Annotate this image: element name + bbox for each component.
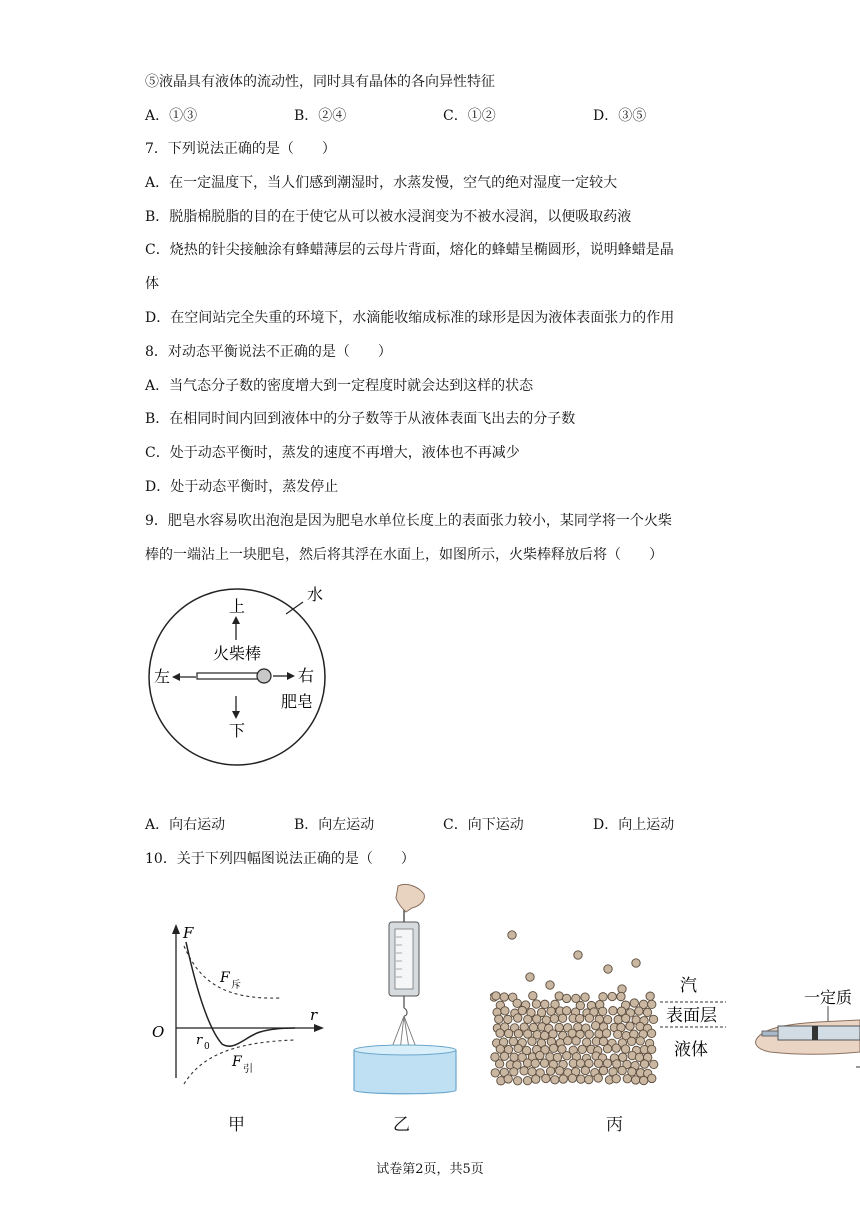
q9-option-d: D．向上运动 xyxy=(593,817,675,833)
resultant-curve xyxy=(186,942,295,1046)
molecule xyxy=(622,1014,630,1022)
molecule xyxy=(602,1029,610,1037)
molecule xyxy=(492,992,500,1000)
q7-option-a: A．在一定温度下，当人们感到潮湿时，水蒸发慢，空气的绝对湿度一定较大 xyxy=(145,175,618,191)
molecule xyxy=(559,1075,567,1083)
molecule xyxy=(529,992,537,1000)
syringe-barrel xyxy=(778,1026,860,1040)
molecule xyxy=(604,965,612,973)
question-9-stem: 9．肥皂水容易吹出泡泡是因为肥皂水单位长度上的表面张力较小，某同学将一个火柴 xyxy=(145,513,672,529)
axis-r-label: r xyxy=(310,1006,318,1024)
molecule xyxy=(585,1075,593,1083)
molecule xyxy=(581,1066,589,1074)
molecule xyxy=(631,1076,639,1084)
molecule xyxy=(549,1044,557,1052)
molecule xyxy=(581,993,589,1001)
up-arrowhead xyxy=(232,616,240,624)
molecule xyxy=(612,1075,620,1083)
question-10-stem: 10．关于下列四幅图说法正确的是（ ） xyxy=(145,851,415,867)
molecule xyxy=(640,1060,648,1068)
molecule xyxy=(496,1029,504,1037)
up-label: 上 xyxy=(229,597,246,616)
q7-option-d: D．在空间站完全失重的环境下，水滴能收缩成标准的球形是因为液体表面张力的作用 xyxy=(145,310,675,326)
molecule xyxy=(623,1075,631,1083)
r0-sub: 0 xyxy=(204,1042,210,1052)
molecule xyxy=(618,1066,626,1074)
molecule xyxy=(646,992,654,1000)
molecule xyxy=(585,1014,593,1022)
right-arrowhead xyxy=(287,672,295,680)
molecule-group xyxy=(490,931,658,1085)
molecule xyxy=(513,1077,521,1085)
molecule xyxy=(510,1068,518,1076)
molecule xyxy=(513,999,521,1007)
molecule xyxy=(558,1014,566,1022)
q8-option-b: B．在相同时间内回到液体中的分子数等于从液体表面飞出去的分子数 xyxy=(145,411,576,427)
left-label: 左 xyxy=(154,667,171,686)
molecule xyxy=(555,1023,563,1031)
molecule xyxy=(562,1007,570,1015)
molecule xyxy=(643,1008,651,1016)
question-8-stem: 8．对动态平衡说法不正确的是（ ） xyxy=(145,344,392,360)
molecule xyxy=(495,1015,503,1023)
surface-layer-label: 表面层 xyxy=(666,1006,717,1026)
q8-option-c: C．处于动态平衡时，蒸发的速度不再增大，液体也不再减少 xyxy=(145,445,520,461)
molecule xyxy=(563,1052,571,1060)
molecule xyxy=(514,1014,522,1022)
molecule xyxy=(540,1059,548,1067)
molecule xyxy=(594,1074,602,1082)
q7-option-c-cont: 体 xyxy=(145,276,159,292)
molecule xyxy=(577,1075,585,1083)
molecule xyxy=(532,1075,540,1083)
match-label: 火柴棒 xyxy=(213,644,262,663)
syringe-plunger xyxy=(812,1026,818,1040)
molecule xyxy=(524,1015,532,1023)
molecule xyxy=(648,1000,656,1008)
question-7-stem: 7．下列说法正确的是（ ） xyxy=(145,141,336,157)
f-repulsive-label: F xyxy=(220,970,230,986)
f-attractive-label: F xyxy=(232,1054,242,1070)
axis-f-label: F xyxy=(183,924,194,942)
water-basin xyxy=(354,1050,456,1094)
q9-figure xyxy=(140,578,340,778)
q6-option-a: A．①③ xyxy=(145,108,198,124)
molecule xyxy=(635,1007,643,1015)
molecule xyxy=(500,1052,508,1060)
soap-ball xyxy=(257,669,271,683)
f-attractive-sub: 引 xyxy=(243,1064,253,1075)
molecule xyxy=(562,994,570,1002)
molecule xyxy=(632,959,640,967)
molecule xyxy=(536,1051,544,1059)
fig-yi-spring-scale xyxy=(346,882,466,1097)
molecule xyxy=(609,1006,617,1014)
molecule xyxy=(564,1037,572,1045)
molecule xyxy=(526,973,534,981)
molecule xyxy=(630,999,638,1007)
molecule xyxy=(576,1059,584,1067)
molecule xyxy=(508,931,516,939)
q7-option-c: C．烧热的针尖接触涂有蜂蜡薄层的云母片背面，熔化的蜂蜡呈椭圆形，说明蜂蜡是晶 xyxy=(145,242,674,258)
molecule xyxy=(514,1044,522,1052)
molecule xyxy=(568,1074,576,1082)
molecule xyxy=(518,1006,526,1014)
molecule xyxy=(627,1037,635,1045)
molecule xyxy=(614,1030,622,1038)
q6-option-b: B．②④ xyxy=(294,108,347,124)
water-label: 水 xyxy=(307,585,324,604)
molecule xyxy=(500,993,508,1001)
molecule xyxy=(636,1022,644,1030)
molecule xyxy=(520,1067,528,1075)
down-label: 下 xyxy=(229,721,246,740)
molecule xyxy=(549,1030,557,1038)
liquid-label: 液体 xyxy=(674,1040,708,1060)
q9-option-b: B．向左运动 xyxy=(294,817,375,833)
right-label: 右 xyxy=(298,666,315,685)
q8-option-d: D．处于动态平衡时，蒸发停止 xyxy=(145,479,339,495)
caption-bing: 丙 xyxy=(606,1115,623,1135)
molecule xyxy=(647,1045,655,1053)
page-footer: 试卷第2页，共5页 xyxy=(376,1162,484,1177)
molecule xyxy=(649,1015,657,1023)
molecule xyxy=(501,1007,509,1015)
down-arrowhead xyxy=(232,711,240,719)
molecule xyxy=(547,1007,555,1015)
molecule xyxy=(636,1037,644,1045)
syringe-tip xyxy=(762,1031,778,1036)
molecule xyxy=(572,1037,580,1045)
f-repulsive-sub: 斥 xyxy=(231,980,241,991)
left-arrowhead xyxy=(172,673,180,681)
molecule xyxy=(504,1075,512,1083)
fig-bing-molecules xyxy=(490,925,730,1090)
molecule xyxy=(532,1000,540,1008)
vapor-label: 汽 xyxy=(680,976,697,996)
q9-option-a: A．向右运动 xyxy=(145,817,226,833)
question-9-stem-cont: 棒的一端沾上一块肥皂，然后将其浮在水面上，如图所示，火柴棒释放后将（ ） xyxy=(145,547,663,563)
molecule xyxy=(551,1076,559,1084)
fig-ding-syringe xyxy=(748,982,860,1082)
molecule xyxy=(550,1015,558,1023)
molecule xyxy=(585,1030,593,1038)
molecule xyxy=(541,1000,549,1008)
q7-option-b: B．脱脂棉脱脂的目的在于使它从可以被水浸润变为不被水浸润，以便吸取药液 xyxy=(145,209,632,225)
molecule xyxy=(514,1029,522,1037)
molecule xyxy=(510,1053,518,1061)
molecule xyxy=(495,1060,503,1068)
molecule xyxy=(523,1076,531,1084)
molecule xyxy=(568,1029,576,1037)
text-line: ⑤液晶具有液体的流动性，同时具有晶体的各向异性特征 xyxy=(145,74,495,90)
match-stick xyxy=(197,673,260,679)
caption-yi: 乙 xyxy=(393,1115,410,1135)
molecule xyxy=(626,1022,634,1030)
molecule xyxy=(523,1059,531,1067)
origin-label: O xyxy=(152,1023,165,1041)
molecule xyxy=(542,1074,550,1082)
soap-label: 肥皂 xyxy=(281,692,314,711)
r0-label: r xyxy=(196,1033,203,1048)
molecule xyxy=(608,992,616,1000)
molecule xyxy=(650,1060,658,1068)
molecule xyxy=(614,1015,622,1023)
molecule xyxy=(599,993,607,1001)
molecule xyxy=(540,1031,548,1039)
molecule xyxy=(578,1045,586,1053)
caption-jia: 甲 xyxy=(228,1115,245,1135)
molecule xyxy=(639,1076,647,1084)
fig-jia-force-graph xyxy=(150,918,330,1093)
molecule xyxy=(594,1059,602,1067)
hand xyxy=(396,884,424,912)
q9-option-c: C．向下运动 xyxy=(443,817,524,833)
q6-option-c: C．①② xyxy=(443,108,496,124)
q6-option-d: D．③⑤ xyxy=(593,108,647,124)
molecule xyxy=(546,981,554,989)
ding-label: 一定质 xyxy=(804,988,853,1007)
molecule xyxy=(599,1066,607,1074)
molecule xyxy=(546,1067,554,1075)
molecule xyxy=(528,1037,536,1045)
molecule xyxy=(531,1059,539,1067)
molecule xyxy=(647,1029,655,1037)
molecule xyxy=(555,1067,563,1075)
molecule xyxy=(618,985,626,993)
molecule xyxy=(591,1021,599,1029)
molecule xyxy=(612,1044,620,1052)
molecule xyxy=(504,1029,512,1037)
molecule xyxy=(621,1045,629,1053)
water-leader-line xyxy=(286,602,303,614)
molecule xyxy=(491,1069,499,1077)
molecule xyxy=(648,1074,656,1082)
molecule xyxy=(598,1007,606,1015)
molecule xyxy=(574,951,582,959)
molecule xyxy=(533,1015,541,1023)
molecule xyxy=(617,992,625,1000)
molecule xyxy=(576,1014,584,1022)
molecule xyxy=(603,1045,611,1053)
q8-option-a: A．当气态分子数的密度增大到一定程度时就会达到这样的状态 xyxy=(145,378,534,394)
